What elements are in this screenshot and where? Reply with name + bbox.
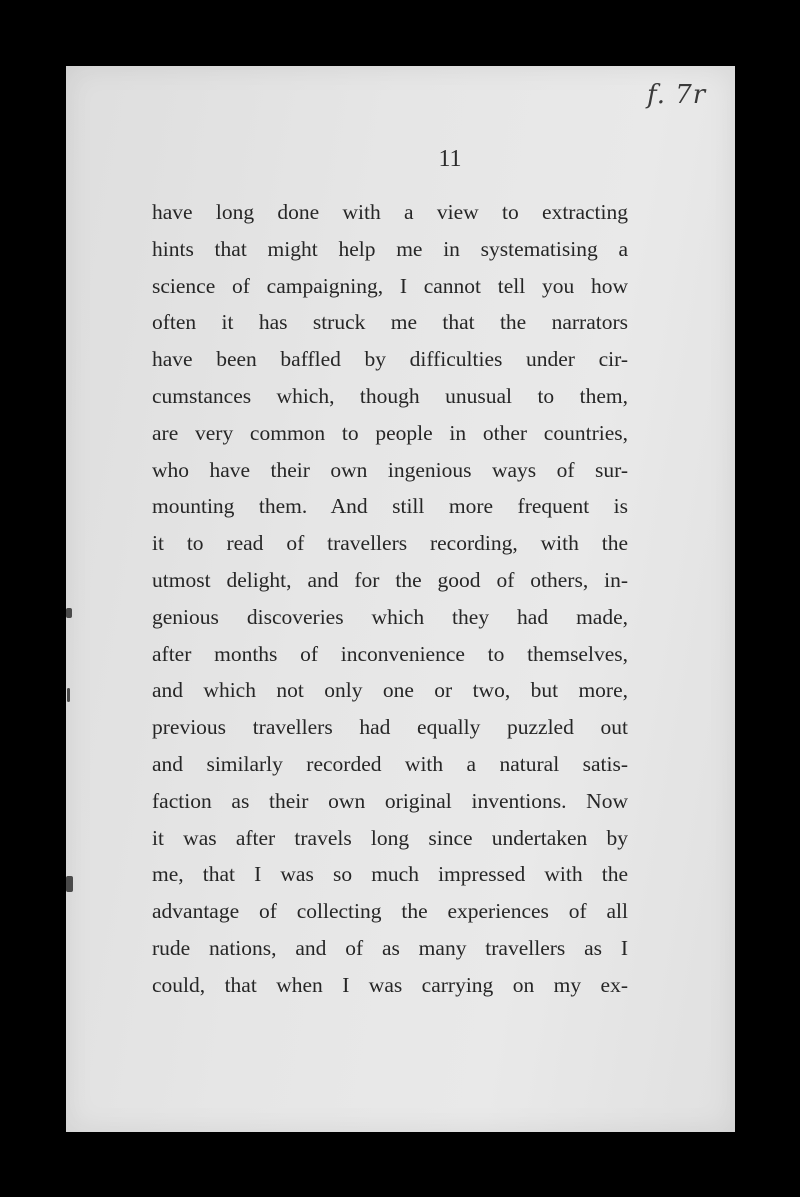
text-line: and which not only one or two, but more, [152,678,628,703]
text-line: cumstances which, though unusual to them, [152,383,628,408]
body-text [152,194,628,1004]
text-line: it was after travels long since undertaken by [152,825,628,850]
text-line: genious discoveries which they had made, [152,604,628,629]
text-line: rude nations, and of as many travellers as I [152,935,628,960]
text-line: me, that I was so much impressed with the [152,862,628,887]
text-line: previous travellers had equally puzzled out [152,715,628,740]
text-line: after months of inconvenience to themselves, [152,641,628,666]
text-line: have long done with a view to extracting [152,200,628,224]
handwritten-folio-note: f. 7r [647,80,707,110]
page-number: 11 [438,146,462,172]
text-line: utmost delight, and for the good of others, in- [152,567,628,592]
text-line: science of campaigning, I cannot tell you how [152,273,628,298]
text-line: are very common to people in other countries, [152,420,628,445]
text-line: hints that might help me in systematising a [152,236,628,261]
text-line: it to read of travellers recording, with the [152,531,628,556]
text-line: who have their own ingenious ways of sur- [152,457,628,482]
text-line: faction as their own original inventions. Now [152,788,628,813]
binding-mark [66,608,72,618]
text-line: mounting them. And still more frequent is [152,494,628,519]
binding-mark [66,876,73,892]
binding-mark [67,688,70,702]
text-line: often it has struck me that the narrators [152,310,628,335]
text-line: advantage of collecting the experiences of all [152,899,628,924]
text-line: could, that when I was carrying on my ex- [152,972,628,997]
text-line: and similarly recorded with a natural satis- [152,751,628,776]
text-line: have been baffled by difficulties under cir- [152,347,628,372]
